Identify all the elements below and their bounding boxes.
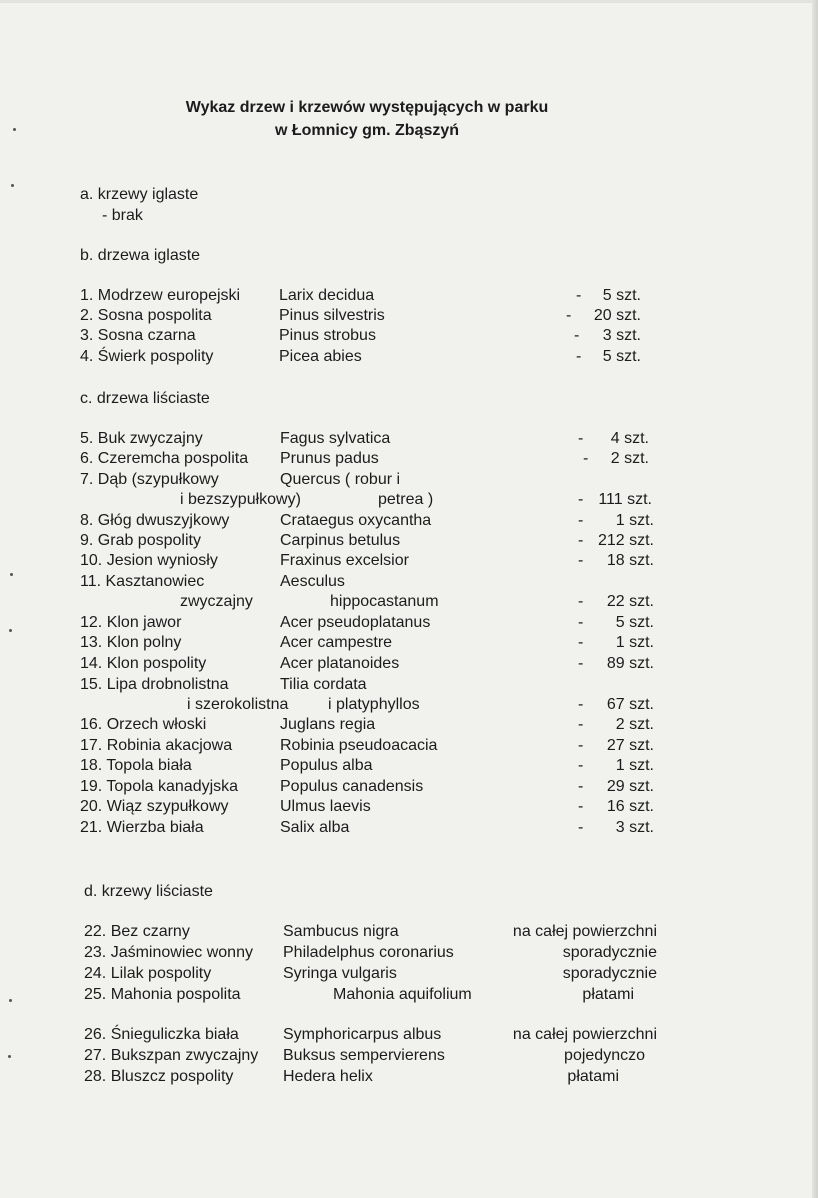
- section-d-heading: d. krzewy liściaste: [84, 883, 213, 900]
- species-name: i szerokolistna: [187, 696, 289, 713]
- species-latin-name: Acer platanoides: [280, 655, 400, 672]
- species-latin-name: Sambucus nigra: [283, 923, 399, 940]
- species-name: 21. Wierzba biała: [80, 819, 204, 836]
- species-name: 17. Robinia akacjowa: [80, 737, 233, 754]
- species-name: 20. Wiąz szypułkowy: [80, 798, 229, 815]
- specimen-count: 1 szt.: [615, 634, 654, 651]
- specimen-count: 2 szt.: [610, 450, 649, 467]
- species-latin-name: Philadelphus coronarius: [283, 944, 454, 961]
- species-latin-name: Carpinus betulus: [280, 532, 401, 549]
- species-latin-name: Hedera helix: [283, 1068, 373, 1085]
- count-dash: -: [578, 696, 584, 713]
- specimen-count: 1 szt.: [615, 512, 654, 529]
- page-right-edge: [812, 0, 818, 1198]
- specimen-count: 22 szt.: [606, 593, 654, 610]
- specimen-count: 1 szt.: [615, 757, 654, 774]
- occurrence-note: sporadycznie: [562, 965, 657, 982]
- species-name: 27. Bukszpan zwyczajny: [84, 1047, 259, 1064]
- count-dash: -: [578, 778, 584, 795]
- section-b-heading: b. drzewa iglaste: [80, 247, 201, 264]
- count-dash: -: [576, 348, 582, 365]
- species-latin-name: Crataegus oxycantha: [280, 512, 432, 529]
- count-dash: -: [566, 307, 572, 324]
- species-latin-name: Picea abies: [279, 348, 362, 365]
- species-name: zwyczajny: [180, 593, 253, 610]
- count-dash: -: [578, 757, 584, 774]
- specimen-count: 89 szt.: [606, 655, 654, 672]
- species-name: 19. Topola kanadyjska: [80, 778, 239, 795]
- occurrence-note: pojedynczo: [564, 1047, 645, 1064]
- count-dash: -: [578, 737, 584, 754]
- specimen-count: 3 szt.: [615, 819, 654, 836]
- scan-speck: [10, 573, 13, 576]
- species-latin-name: Symphoricarpus albus: [283, 1026, 442, 1043]
- species-latin-name: Pinus strobus: [279, 327, 376, 344]
- species-name: 5. Buk zwyczajny: [80, 430, 203, 447]
- species-name: 22. Bez czarny: [84, 923, 190, 940]
- species-latin-name: Buksus sempervierens: [283, 1047, 445, 1064]
- page-top-edge: [0, 0, 818, 3]
- specimen-count: 29 szt.: [606, 778, 654, 795]
- scan-speck: [9, 999, 12, 1002]
- occurrence-note: płatami: [582, 986, 634, 1003]
- species-latin-name: Ulmus laevis: [280, 798, 371, 815]
- count-dash: -: [578, 655, 584, 672]
- species-latin-name: Quercus ( robur i: [280, 471, 401, 488]
- specimen-count: 5 szt.: [602, 348, 641, 365]
- section-c-heading: c. drzewa liściaste: [80, 390, 210, 407]
- count-dash: -: [578, 614, 584, 631]
- species-name: 23. Jaśminowiec wonny: [84, 944, 253, 961]
- count-dash: -: [578, 593, 584, 610]
- specimen-count: 2 szt.: [615, 716, 654, 733]
- count-dash: -: [578, 552, 584, 569]
- specimen-count: 212 szt.: [597, 532, 654, 549]
- count-dash: -: [578, 512, 584, 529]
- section-a-note: - brak: [102, 207, 143, 224]
- species-name: 6. Czeremcha pospolita: [80, 450, 249, 467]
- species-latin-name: Populus canadensis: [280, 778, 424, 795]
- species-latin-name: Acer campestre: [280, 634, 393, 651]
- species-latin-name: Aesculus: [280, 573, 345, 590]
- section-a-heading: a. krzewy iglaste: [80, 186, 199, 203]
- occurrence-note: płatami: [567, 1068, 619, 1085]
- count-dash: -: [583, 450, 589, 467]
- occurrence-note: na całej powierzchni: [512, 1026, 657, 1043]
- species-name: 18. Topola biała: [80, 757, 192, 774]
- specimen-count: 4 szt.: [610, 430, 649, 447]
- species-latin-name: petrea ): [378, 491, 434, 508]
- specimen-count: 111 szt.: [598, 491, 652, 508]
- species-name: 9. Grab pospolity: [80, 532, 201, 549]
- specimen-count: 18 szt.: [606, 552, 654, 569]
- specimen-count: 3 szt.: [602, 327, 641, 344]
- specimen-count: 5 szt.: [615, 614, 654, 631]
- species-latin-name: Fraxinus excelsior: [280, 552, 409, 569]
- species-latin-name: Robinia pseudoacacia: [280, 737, 438, 754]
- species-name: 14. Klon pospolity: [80, 655, 207, 672]
- species-name: 25. Mahonia pospolita: [84, 986, 241, 1003]
- species-latin-name: Acer pseudoplatanus: [280, 614, 431, 631]
- species-name: i bezszypułkowy): [180, 491, 301, 508]
- species-name: 1. Modrzew europejski: [80, 287, 241, 304]
- count-dash: -: [576, 287, 582, 304]
- species-name: 10. Jesion wyniosły: [80, 552, 218, 569]
- species-name: 4. Świerk pospolity: [80, 348, 214, 365]
- scan-speck: [8, 1055, 11, 1058]
- species-name: 24. Lilak pospolity: [84, 965, 212, 982]
- species-latin-name: i platyphyllos: [328, 696, 420, 713]
- species-name: 26. Śnieguliczka biała: [84, 1026, 239, 1043]
- species-name: 11. Kasztanowiec: [80, 573, 205, 590]
- occurrence-note: sporadycznie: [562, 944, 657, 961]
- species-name: 12. Klon jawor: [80, 614, 182, 631]
- count-dash: -: [578, 491, 584, 508]
- species-name: 13. Klon polny: [80, 634, 182, 651]
- document-title: Wykaz drzew i krzewów występujących w parku: [185, 99, 549, 116]
- species-name: 8. Głóg dwuszyjkowy: [80, 512, 230, 529]
- species-latin-name: Larix decidua: [279, 287, 375, 304]
- species-name: 16. Orzech włoski: [80, 716, 207, 733]
- count-dash: -: [574, 327, 580, 344]
- scan-speck: [9, 629, 12, 632]
- species-name: 2. Sosna pospolita: [80, 307, 212, 324]
- species-name: 3. Sosna czarna: [80, 327, 196, 344]
- species-name: 15. Lipa drobnolistna: [80, 676, 229, 693]
- species-name: 7. Dąb (szypułkowy: [80, 471, 219, 488]
- species-latin-name: hippocastanum: [330, 593, 439, 610]
- species-latin-name: Mahonia aquifolium: [333, 986, 472, 1003]
- specimen-count: 27 szt.: [606, 737, 654, 754]
- count-dash: -: [578, 430, 584, 447]
- species-latin-name: Tilia cordata: [280, 676, 367, 693]
- document-subtitle: w Łomnicy gm. Zbąszyń: [274, 122, 460, 139]
- count-dash: -: [578, 798, 584, 815]
- specimen-count: 67 szt.: [606, 696, 654, 713]
- species-latin-name: Salix alba: [280, 819, 350, 836]
- species-latin-name: Juglans regia: [280, 716, 376, 733]
- species-latin-name: Prunus padus: [280, 450, 379, 467]
- count-dash: -: [578, 819, 584, 836]
- count-dash: -: [578, 634, 584, 651]
- specimen-count: 20 szt.: [593, 307, 641, 324]
- specimen-count: 16 szt.: [606, 798, 654, 815]
- species-latin-name: Syringa vulgaris: [283, 965, 397, 982]
- species-name: 28. Bluszcz pospolity: [84, 1068, 234, 1085]
- count-dash: -: [578, 532, 584, 549]
- count-dash: -: [578, 716, 584, 733]
- species-latin-name: Populus alba: [280, 757, 373, 774]
- scan-speck: [11, 184, 14, 187]
- species-latin-name: Pinus silvestris: [279, 307, 385, 324]
- species-latin-name: Fagus sylvatica: [280, 430, 391, 447]
- specimen-count: 5 szt.: [602, 287, 641, 304]
- occurrence-note: na całej powierzchni: [512, 923, 657, 940]
